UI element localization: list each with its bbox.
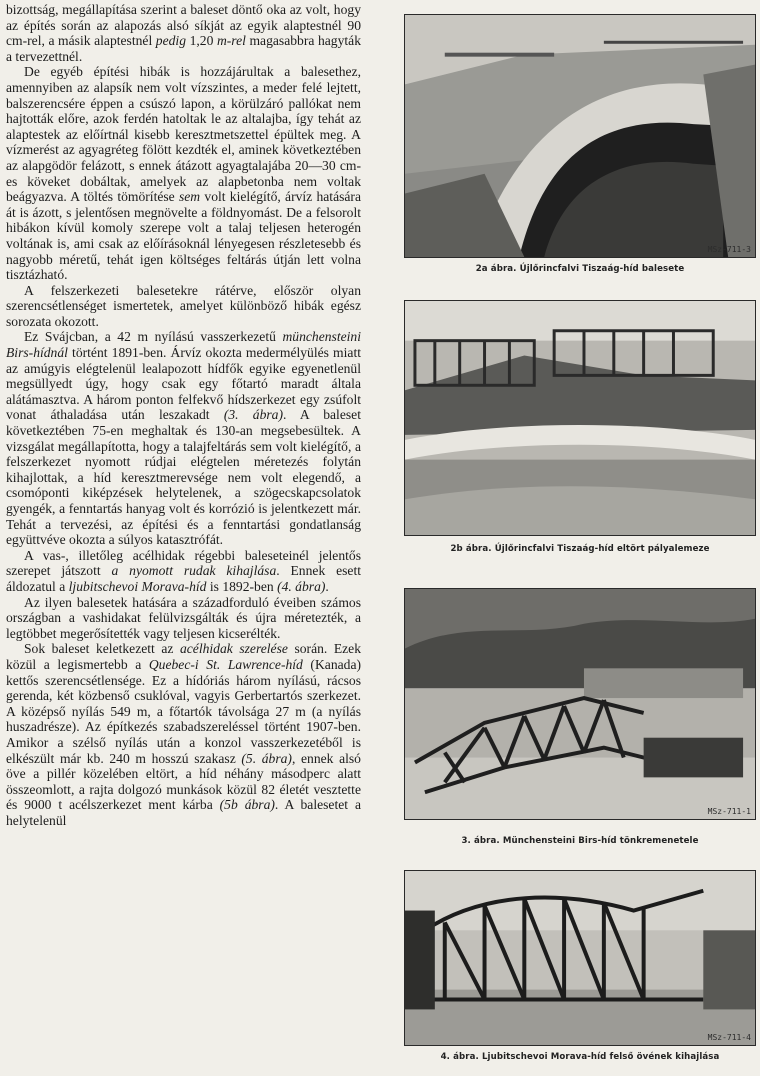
- paragraph: [6, 329, 361, 547]
- text-run: Ez Svájcban, a 42 m nyílású vasszerkezetű: [24, 329, 283, 345]
- italic-run: ljubitschevoi Morava-híd: [68, 578, 207, 594]
- figure-4: [404, 870, 756, 1062]
- italic-run: sem: [178, 189, 201, 205]
- text-run: is 1892-ben: [206, 578, 278, 594]
- figure-2a-photo: [404, 14, 756, 258]
- figure-2b-caption: 2b ábra. Újlőrincfalvi Tiszaág-híd eltört pályalemeze: [450, 544, 710, 554]
- figure-4-stamp: MSz-711-4: [707, 1033, 751, 1042]
- figure-2b: [404, 300, 756, 554]
- italic-run: (3. ábra): [223, 407, 283, 423]
- text-run: Az ilyen balesetek hatására a századforduló éveiben számos országban a vashidakat felülvizsgálták és újra méretezték, a legtöbbet megerősítették vagy teljesen kicserélték.: [6, 594, 361, 641]
- paragraph: [6, 64, 361, 282]
- figure-2a-stamp: MSz-711-3: [707, 245, 751, 254]
- italic-run: (5. ábra): [241, 750, 292, 766]
- text-run: történt 1891-ben. Árvíz okozta medermélyülés miatt az amúgyis elégtelenül lealapozott hídfők egyike egyenetlenül megsüllyedt úgy, hogy csak egy főtartó maradt általa alátámasztva. A három ponton felfekvő hídszerkezet egy zsúfolt vonat áthaladása után leszakadt: [6, 345, 361, 423]
- text-run: bizottság, megállapítása szerint a baleset döntő oka az volt, hogy az építés során az alapozás alsó síkját az egyik alaptestnél 90 cm-rel, a másik alaptestnél: [6, 2, 361, 49]
- italic-run: acélhidak szerelése: [179, 641, 288, 657]
- figure-3: [404, 588, 756, 846]
- text-run: . A baleset következtében 75-en meghaltak és 130-an megsebesültek. A vizsgálat megállapította, hogy a talajfeltárás sem volt kielégítő, a felszerkezet nyomott rúdjai elégtelen méretezés folytán kihajlottak, a híd keresztmerevsége nem volt elegendő, a csomóponti kiképzések helytelenek, a szögecskapcsolatok gyengék, a fenntartás hanyag volt és korrózió is jelentkezett már. Tehát a tervezési, az építési és a fenntartási gondatlanság együttvéve okozta a súlyos katasztrófát.: [6, 407, 361, 548]
- paragraph: [6, 548, 361, 595]
- text-run: Sok baleset keletkezett az: [24, 641, 180, 657]
- text-run: . Ennek esett áldozatul a: [6, 563, 362, 594]
- paragraph: [6, 595, 361, 642]
- italic-run: (4. ábra): [277, 578, 326, 594]
- text-run: magasabbra hagyták a tervezettnél.: [6, 33, 361, 64]
- text-run: . A balesetet a helytelenül: [6, 797, 362, 828]
- figure-3-photo: [404, 588, 756, 820]
- figure-3-stamp: MSz-711-1: [707, 807, 751, 816]
- figure-4-caption: 4. ábra. Ljubitschevoi Morava-híd felső övének kihajlása: [440, 1052, 720, 1062]
- text-run: során. Ezek közül a legismertebb a: [6, 641, 361, 672]
- italic-run: m-rel: [216, 33, 246, 49]
- text-run: volt kielégítő, árvíz hatására át is ázott, s jelentősen megnövelte a földnyomást. De a felsorolt hibákon kívül komoly szerepe volt a talaj teljesen heterogén voltának is, ami csak az előírásoknál lényegesen részletesebb és nagyobb méretű, tehát igen költséges feltárás útján lett volna tisztázható.: [6, 189, 361, 283]
- italic-run: a nyomott rudak kihajlása: [111, 563, 277, 579]
- text-run: A vas-, illetőleg acélhidak régebbi baleseteinél jelentős szerepet játszott: [6, 547, 361, 579]
- paragraph: [6, 2, 361, 64]
- figure-3-caption: 3. ábra. Münchensteini Birs-híd tönkremenetele: [461, 836, 699, 846]
- text-run: De egyéb építési hibák is hozzájárultak a balesethez, amennyiben az alapsík nem volt vízszintes, a meder felé lejtett, balszerencsére éppen a csúszó lapon, a körülzáró pallókat nem hajtották előre, azok ferdén hatoltak le az altalajba, így tehát az alaptestek az előírtnál kisebb keresztmetszettel épültek meg. A vízmerést az agyagréteg fölött kezdték el, aminek következtében az alapgödör felázott, s ennek átázott agyagtalajába 20—30 cm-es köveket dobáltak, amelyek az alapbetonba nem voltak beágyazva. A töltés tömörítése: [6, 64, 361, 205]
- text-run: A felszerkezeti balesetekre rátérve, először olyan szerencsétlenséget ismertetek, amelyet különböző hibák egész sorozata okozott.: [6, 282, 361, 329]
- text-run: (Kanada) kettős szerencsétlensége. Ez a hídóriás három nyílású, rácsos gerenda, két közbenső csuklóval, vagyis Gerbertartós szerkezet. A középső nyílás 549 m, a főtartók távolsága 27 m (a nyílás huszadrésze). Az építkezés szabadszereléssel történt 1907-ben. Amikor a szélső nyílás után a konzol vasszerkezetéből is elkészült már kb. 240 m hosszú szakasz: [6, 656, 362, 766]
- figure-2a: [404, 14, 756, 274]
- italic-run: münchensteini Birs-hídnál: [6, 329, 361, 361]
- main-text-column: [6, 2, 361, 828]
- italic-run: pedig: [155, 33, 186, 49]
- italic-run: Quebec-i St. Lawrence-híd: [148, 656, 303, 672]
- figure-2a-caption: 2a ábra. Újlőrincfalvi Tiszaág-híd balesete: [475, 264, 685, 274]
- text-run: .: [325, 578, 329, 594]
- text-run: 1,20: [186, 33, 217, 49]
- paragraph: [6, 641, 361, 828]
- italic-run: (5b ábra): [219, 797, 275, 813]
- paragraph: [6, 283, 361, 330]
- text-run: , ennek alsó öve a pillér közelében eltört, a híd néhány másodperc alatt összeomlott, a rajta dolgozó munkások közül 82 életét vesztette és 9000 t acélszerkezet ment kárba: [6, 750, 361, 813]
- figure-2b-photo: [404, 300, 756, 536]
- figure-4-photo: [404, 870, 756, 1046]
